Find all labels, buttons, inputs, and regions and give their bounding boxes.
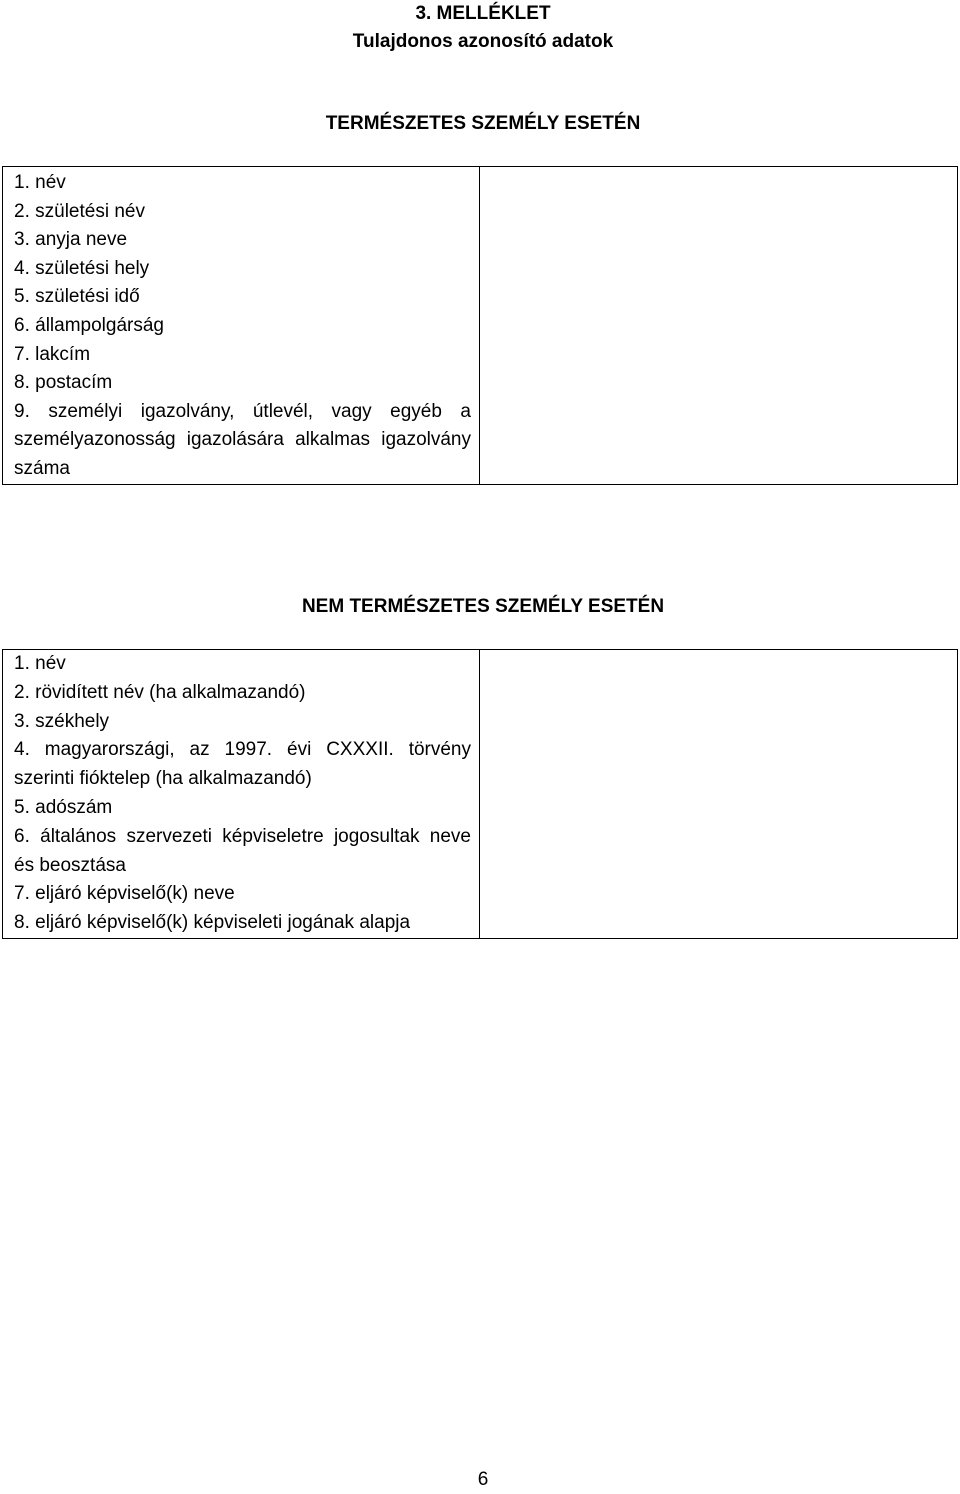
- legal-entity-heading: NEM TERMÉSZETES SZEMÉLY ESETÉN: [301, 596, 665, 617]
- document-subtitle: Tulajdonos azonosító adatok: [352, 31, 614, 52]
- field-label-id-document-number: 9. személyi igazolvány, útlevél, vagy egyéb a személyazonosság igazolására alkalmas igazolvány száma: [14, 400, 471, 479]
- legal-entity-table: [2, 649, 958, 939]
- annex-title: 3. MELLÉKLET: [415, 3, 551, 24]
- field-label-short-name: 2. rövidített név (ha alkalmazandó): [14, 681, 306, 703]
- page-number: 6: [477, 1469, 489, 1490]
- field-label-registered-office: 3. székhely: [14, 710, 110, 732]
- legal-entity-value-cell[interactable]: [480, 650, 958, 939]
- natural-person-heading: TERMÉSZETES SZEMÉLY ESETÉN: [325, 113, 641, 134]
- field-label-mother-name: 3. anyja neve: [14, 229, 128, 251]
- field-label-entity-name: 1. név: [14, 653, 66, 674]
- field-label-general-representatives: 6. általános szervezeti képviseletre jogosultak neve és beosztása: [14, 825, 471, 876]
- field-label-birth-place: 4. születési hely: [14, 257, 150, 279]
- natural-person-table: [2, 166, 958, 485]
- legal-entity-field-list: [3, 650, 479, 938]
- field-label-postal-address: 8. postacím: [14, 372, 113, 394]
- natural-person-row: [3, 167, 958, 485]
- field-label-birth-name: 2. születési név: [14, 200, 145, 222]
- field-label-name: 1. név: [14, 172, 66, 193]
- natural-person-labels-cell: [3, 167, 480, 485]
- field-label-citizenship: 6. állampolgárság: [14, 314, 164, 336]
- field-label-address: 7. lakcím: [14, 343, 91, 365]
- field-label-tax-number: 5. adószám: [14, 796, 113, 818]
- legal-entity-row: [3, 650, 958, 939]
- legal-entity-labels-cell: [3, 650, 480, 939]
- natural-person-field-list: [3, 167, 479, 484]
- natural-person-value-cell[interactable]: [480, 167, 958, 485]
- field-label-acting-representatives: 7. eljáró képviselő(k) neve: [14, 883, 235, 905]
- field-label-representation-basis: 8. eljáró képviselő(k) képviseleti jogának alapja: [14, 912, 411, 934]
- field-label-branch-office: 4. magyarországi, az 1997. évi CXXXII. törvény szerinti fióktelep (ha alkalmazandó): [14, 739, 471, 790]
- field-label-birth-date: 5. születési idő: [14, 286, 140, 308]
